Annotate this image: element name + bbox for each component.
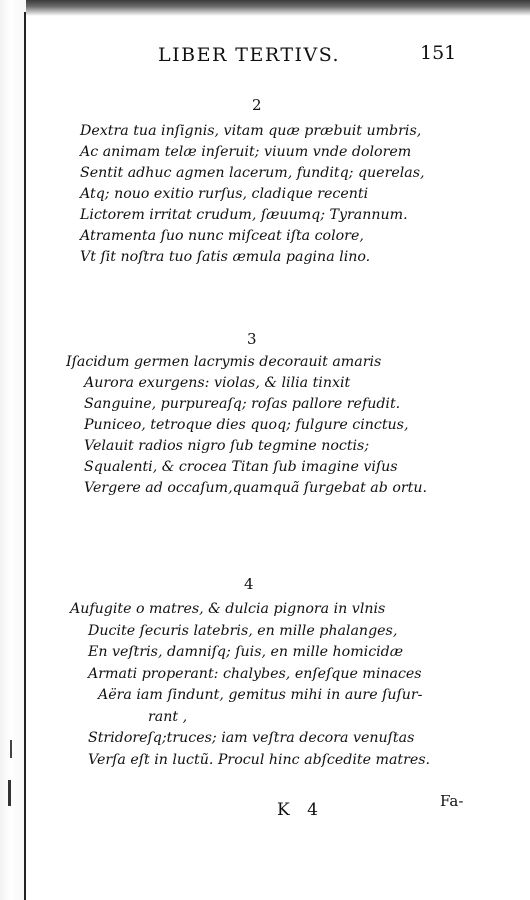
verse-line: Sanguine, purpureaſq; roſas pallore refudit. (84, 396, 401, 412)
verse-line: Armati properant: chalybes, enſeſque minaces (88, 665, 422, 682)
verse-line: Vergere ad occaſum,quamquã ſurgebat ab ortu. (84, 480, 428, 496)
verse-line: Ac animam telæ inſeruit; viuum vnde dolorem (80, 144, 412, 160)
poem-3-verse (66, 352, 427, 499)
gutter-mark (10, 740, 12, 758)
book-gutter (0, 0, 26, 900)
verse-line: Vt ſit noſtra tuo ſatis æmula pagina lino. (80, 249, 371, 265)
poem-2-verse (80, 121, 425, 268)
verse-line: Aëra iam ſindunt, gemitus mihi in aure ſuſur- (98, 687, 423, 703)
verse-line-continuation: rant , (148, 708, 188, 725)
poem-4-verse (70, 599, 430, 771)
verse-line: Squalenti, & crocea Titan ſub imagine viſus (84, 459, 398, 475)
verse-line: Dextra tua inſignis, vitam quæ præbuit umbris, (80, 123, 422, 139)
gutter-mark (8, 780, 11, 806)
verse-line: Puniceo, tetroque dies quoq; fulgure cinctus, (84, 417, 409, 433)
poem-numeral: 2 (252, 96, 262, 114)
verse-line: Verſa eſt in luctũ. Procul hinc abſcedite matres. (88, 751, 431, 768)
verse-line: Velauit radios nigro ſub tegmine noctis; (84, 438, 370, 454)
verse-line: Atq; nouo exitio rurſus, cladique recenti (80, 186, 369, 202)
running-header: LIBER TERTIVS. (158, 44, 341, 66)
verse-line: Aurora exurgens: violas, & lilia tinxit (84, 375, 351, 391)
poem-numeral: 3 (247, 330, 257, 348)
gutter-edge-line (24, 12, 26, 900)
page-number: 151 (420, 42, 457, 64)
catchword: Fa- (440, 792, 464, 810)
verse-line: Atramenta ſuo nunc miſceat iſta colore, (80, 228, 364, 244)
verse-line: Iſacidum germen lacrymis decorauit amaris (66, 354, 382, 370)
poem-numeral: 4 (244, 575, 254, 593)
verse-line: Lictorem irritat crudum, ſæuumq; Tyrannum. (80, 207, 408, 223)
verse-line: Stridoreſq;truces; iam veſtra decora venuſtas (88, 730, 415, 746)
verse-line: Sentit adhuc agmen lacerum, funditq; querelas, (80, 165, 425, 181)
verse-line: En veſtris, damniſq; ſuis, en mille homicidæ (88, 644, 404, 660)
verse-line: Ducite ſecuris latebris, en mille phalanges, (88, 622, 398, 639)
page-top-shadow (0, 0, 530, 16)
signature-mark: K 4 (277, 800, 324, 820)
verse-line: Aufugite o matres, & dulcia pignora in vlnis (70, 601, 386, 617)
